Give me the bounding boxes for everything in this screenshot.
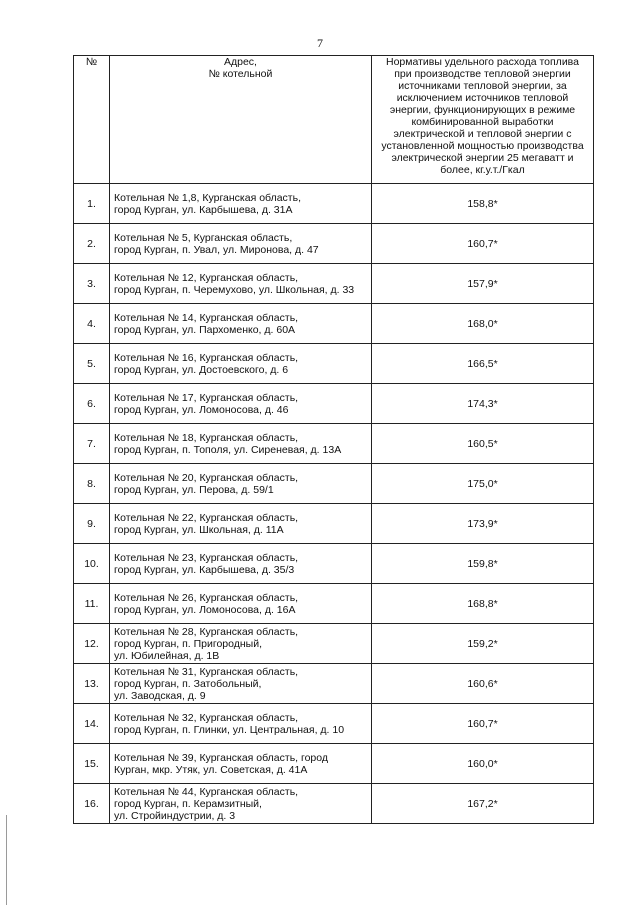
table-row [74,664,594,704]
row-address [110,304,372,344]
row-address [110,424,372,464]
address-line1: Котельная № 20, Курганская область, [114,471,299,484]
address-line2: город Курган, п. Черемухово, ул. Школьная, д. 33 [114,283,355,296]
row-norm-value: 157,9* [372,264,594,304]
table-row [74,504,594,544]
row-number: 11. [74,584,110,624]
address-line2: город Курган, п. Затобольный, [114,677,262,690]
row-number: 1. [74,184,110,224]
row-norm-value: 159,8* [372,544,594,584]
row-address [110,224,372,264]
address-line2: город Курган, ул. Школьная, д. 11А [114,523,284,536]
table-row [74,744,594,784]
address-line2: Курган, мкр. Утяк, ул. Советская, д. 41А [114,763,308,776]
address-line2: город Курган, ул. Карбышева, д. 35/3 [114,563,295,576]
address-line2: город Курган, ул. Пархоменко, д. 60А [114,323,296,336]
address-line1: Котельная № 22, Курганская область, [114,511,299,524]
address-line1: Котельная № 32, Курганская область, [114,711,299,724]
address-line3: ул. Юбилейная, д. 1В [114,649,220,662]
row-norm-value: 174,3* [372,384,594,424]
address-line1: Котельная № 1,8, Курганская область, [114,191,301,204]
address-line1: Котельная № 28, Курганская область, [114,625,299,638]
row-number: 5. [74,344,110,384]
address-line2: город Курган, ул. Карбышева, д. 31А [114,203,293,216]
table-header-row [74,56,594,184]
table-row [74,344,594,384]
table-row [74,704,594,744]
address-line1: Котельная № 44, Курганская область, [114,785,299,798]
row-address [110,544,372,584]
table-row [74,384,594,424]
address-line1: Котельная № 16, Курганская область, [114,351,299,364]
row-norm-value: 168,0* [372,304,594,344]
row-number: 6. [74,384,110,424]
address-line1: Котельная № 26, Курганская область, [114,591,299,604]
address-line1: Котельная № 31, Курганская область, [114,665,299,678]
address-line2: город Курган, ул. Ломоносова, д. 16А [114,603,296,616]
row-number: 14. [74,704,110,744]
header-address [110,56,372,184]
table-row [74,184,594,224]
row-address [110,184,372,224]
table-row [74,624,594,664]
row-number: 9. [74,504,110,544]
row-norm-value: 160,0* [372,744,594,784]
header-norm: Нормативы удельного расхода топлива при производстве тепловой энергии источниками тепловой энергии, за исключением источников тепловой энергии, функционирующих в режиме комбинированной выработки электрической и тепловой энергии с установленной мощностью производства электрической энергии 25 мегаватт и более, кг.у.т./Гкал [372,56,594,184]
row-address [110,464,372,504]
row-number: 3. [74,264,110,304]
row-norm-value: 158,8* [372,184,594,224]
table-row [74,304,594,344]
table-row [74,264,594,304]
row-address [110,704,372,744]
scan-edge-line [6,815,7,905]
header-address-line1: Адрес, [224,56,257,68]
row-norm-value: 159,2* [372,624,594,664]
table-row [74,784,594,824]
address-line1: Котельная № 23, Курганская область, [114,551,299,564]
address-line3: ул. Заводская, д. 9 [114,689,206,702]
address-line1: Котельная № 12, Курганская область, [114,271,299,284]
row-number: 13. [74,664,110,704]
row-address [110,664,372,704]
row-address [110,624,372,664]
address-line1: Котельная № 18, Курганская область, [114,431,299,444]
row-address [110,384,372,424]
row-number: 2. [74,224,110,264]
table-row [74,544,594,584]
row-norm-value: 166,5* [372,344,594,384]
row-number: 12. [74,624,110,664]
address-line1: Котельная № 39, Курганская область, город [114,751,329,764]
header-address-line2: № котельной [208,68,273,80]
row-norm-value: 168,8* [372,584,594,624]
row-norm-value: 160,7* [372,704,594,744]
row-norm-value: 160,5* [372,424,594,464]
row-number: 15. [74,744,110,784]
row-address [110,504,372,544]
row-number: 10. [74,544,110,584]
page-number: 7 [317,36,323,50]
table-row [74,464,594,504]
table-row [74,424,594,464]
row-norm-value: 175,0* [372,464,594,504]
row-address [110,584,372,624]
address-line2: город Курган, ул. Перова, д. 59/1 [114,483,274,496]
address-line1: Котельная № 5, Курганская область, [114,231,293,244]
address-line2: город Курган, ул. Ломоносова, д. 46 [114,403,289,416]
row-number: 8. [74,464,110,504]
row-address [110,264,372,304]
row-norm-value: 160,7* [372,224,594,264]
address-line1: Котельная № 14, Курганская область, [114,311,299,324]
fuel-norms-table [73,55,594,824]
header-number: № [74,56,110,184]
row-address [110,744,372,784]
table-row [74,584,594,624]
address-line2: город Курган, п. Увал, ул. Миронова, д. 47 [114,243,319,256]
row-number: 16. [74,784,110,824]
table-body [74,184,594,824]
address-line2: город Курган, п. Тополя, ул. Сиреневая, д. 13А [114,443,342,456]
row-norm-value: 173,9* [372,504,594,544]
row-number: 4. [74,304,110,344]
row-number: 7. [74,424,110,464]
address-line1: Котельная № 17, Курганская область, [114,391,299,404]
row-norm-value: 167,2* [372,784,594,824]
address-line2: город Курган, п. Пригородный, [114,637,263,650]
address-line2: город Курган, ул. Достоевского, д. 6 [114,363,289,376]
address-line2: город Курган, п. Керамзитный, [114,797,262,810]
table-row [74,224,594,264]
address-line2: город Курган, п. Глинки, ул. Центральная, д. 10 [114,723,345,736]
row-address [110,784,372,824]
address-line3: ул. Стройиндустрии, д. 3 [114,809,236,822]
row-address [110,344,372,384]
row-norm-value: 160,6* [372,664,594,704]
